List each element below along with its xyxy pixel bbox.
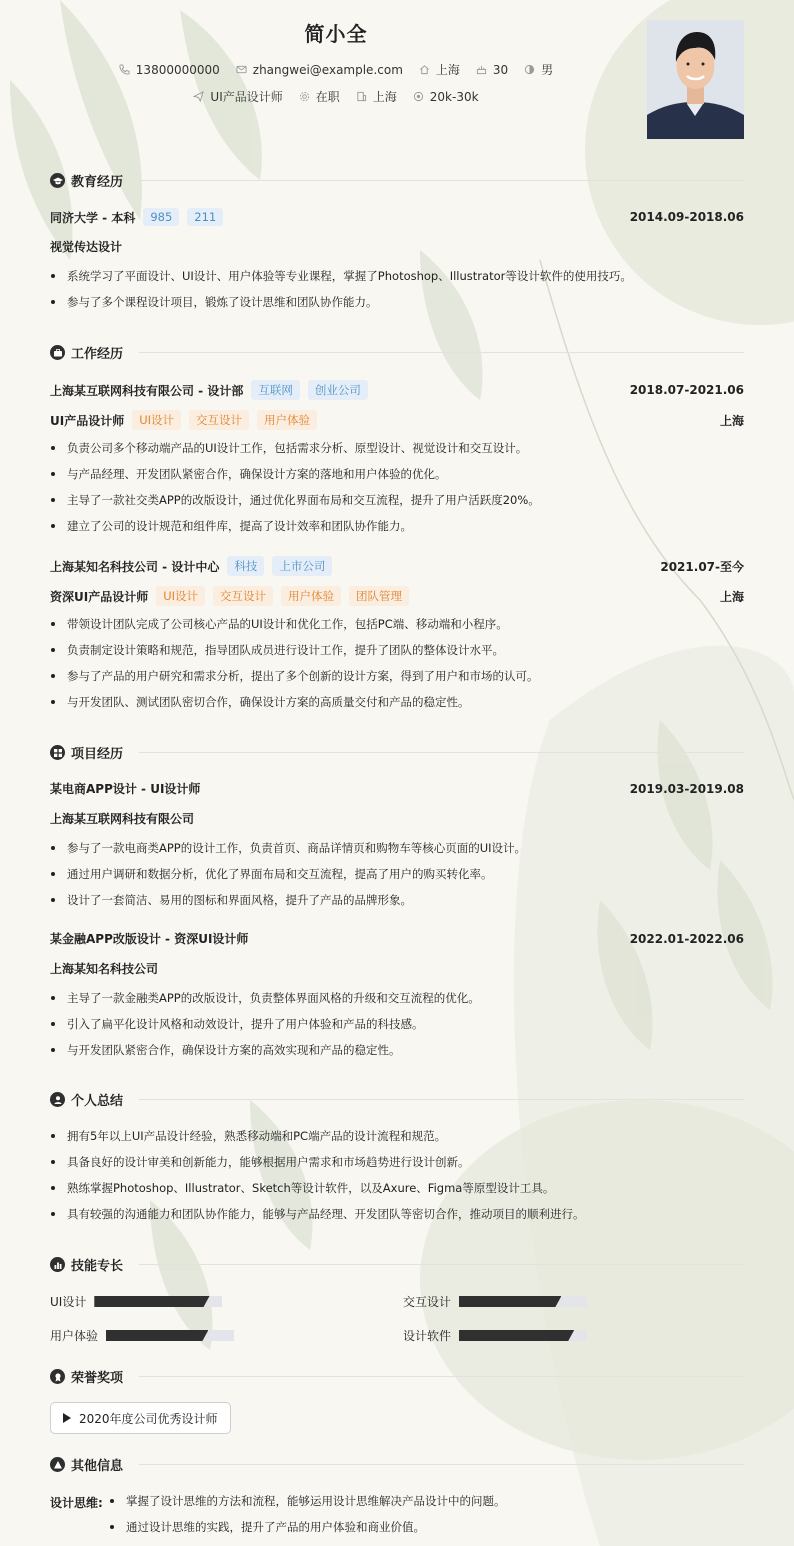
role-tag: UI设计 — [156, 586, 205, 606]
building-icon — [356, 91, 367, 102]
skills-heading: 技能专长 — [71, 1259, 124, 1274]
project-entry-header — [50, 780, 744, 797]
list-item: 主导了一款金融类APP的改版设计，负责整体界面风格的升级和交互流程的优化。 — [50, 990, 744, 1006]
school-name: 同济大学 - 本科 — [50, 210, 136, 225]
list-item: 具有较强的沟通能力和团队协作能力，能够与产品经理、开发团队等密切合作，推动项目的顺利进行。 — [50, 1206, 744, 1222]
home-icon — [419, 64, 430, 75]
projects-heading: 项目经历 — [71, 747, 124, 762]
city-info — [356, 88, 397, 105]
age-text: 30 — [492, 62, 509, 77]
target-role-text: UI产品设计师 — [210, 90, 283, 104]
major-name: 视觉传达设计 — [50, 240, 123, 254]
company-name: 上海某互联网科技有限公司 - 设计部 — [50, 383, 244, 398]
status-info — [299, 88, 340, 105]
gender-info — [524, 61, 553, 78]
project-title: 某电商APP设计 - UI设计师 — [50, 782, 201, 796]
work-entry-header — [50, 380, 744, 400]
list-item: 建立了公司的设计规范和组件库，提高了设计效率和团队协作能力。 — [50, 518, 744, 534]
education-heading: 教育经历 — [71, 175, 124, 190]
skill-bar — [459, 1330, 587, 1341]
location-text: 上海 — [435, 63, 460, 77]
section-divider — [139, 1099, 744, 1100]
skill-item — [403, 1327, 587, 1344]
list-item: 负责制定设计策略和规范，指导团队成员进行设计工作，提升了团队的整体设计水平。 — [50, 642, 744, 658]
work-section-title — [50, 343, 744, 362]
list-item: 具备良好的设计审美和创新能力，能够根据用户需求和市场趋势进行设计创新。 — [50, 1154, 744, 1170]
award-text: 2020年度公司优秀设计师 — [79, 1411, 218, 1426]
list-item: 与开发团队紧密合作，确保设计方案的高效实现和产品的稳定性。 — [50, 1042, 744, 1058]
email-info — [236, 61, 403, 78]
cake-icon — [476, 64, 487, 75]
work-city: 上海 — [719, 413, 744, 428]
salary-info — [413, 88, 479, 105]
job-role: 资深UI产品设计师 — [50, 589, 149, 604]
skill-item — [50, 1293, 222, 1310]
project-company: 上海某互联网科技有限公司 — [50, 812, 195, 826]
list-item: 参与了一款电商类APP的设计工作，负责首页、商品详情页和购物车等核心页面的UI设计。 — [50, 840, 744, 856]
role-tag: 用户体验 — [281, 586, 341, 606]
company-tag: 科技 — [227, 556, 264, 576]
list-item: 通过设计思维的实践，提升了产品的用户体验和商业价值。 — [110, 1519, 425, 1535]
award-badge — [50, 1402, 231, 1434]
major-row — [50, 238, 744, 255]
company-tag: 创业公司 — [308, 380, 368, 400]
phone-info — [119, 61, 220, 78]
gender-text: 男 — [541, 63, 554, 77]
school-tag: 211 — [187, 208, 223, 226]
other-heading: 其他信息 — [71, 1459, 124, 1474]
list-item: 系统学习了平面设计、UI设计、用户体验等专业课程，掌握了Photoshop、Illustrator等设计软件的使用技巧。 — [50, 268, 744, 284]
education-period: 2014.09-2018.06 — [629, 210, 744, 224]
work-city: 上海 — [719, 589, 744, 604]
send-icon — [193, 91, 204, 102]
list-item: 参与了产品的用户研究和需求分析，提出了多个创新的设计方案，得到了用户和市场的认可。 — [50, 668, 744, 684]
graduation-cap-icon — [50, 173, 65, 188]
section-divider — [139, 180, 744, 181]
grid-icon — [50, 745, 65, 760]
contact-row — [0, 61, 672, 78]
section-divider — [139, 1264, 744, 1265]
user-icon — [50, 1092, 65, 1107]
play-icon — [63, 1413, 71, 1423]
section-divider — [139, 352, 744, 353]
skill-bar — [94, 1296, 222, 1307]
role-tag: 用户体验 — [257, 410, 317, 430]
coin-icon — [413, 91, 424, 102]
email-text: zhangwei@example.com — [252, 62, 403, 77]
section-divider — [139, 752, 744, 753]
skill-item — [50, 1327, 234, 1344]
gender-icon — [524, 64, 535, 75]
location-info — [419, 61, 460, 78]
other-section-title — [50, 1455, 744, 1474]
list-item: 主导了一款社交类APP的改版设计，通过优化界面布局和交互流程，提升了用户活跃度20%。 — [50, 492, 744, 508]
list-item: 带领设计团队完成了公司核心产品的UI设计和优化工作，包括PC端、移动端和小程序。 — [50, 616, 744, 632]
skill-item — [403, 1293, 587, 1310]
bar-chart-icon — [50, 1257, 65, 1272]
gear-icon — [299, 91, 310, 102]
phone-text: 13800000000 — [135, 62, 220, 77]
role-tag: 交互设计 — [189, 410, 249, 430]
education-section-title — [50, 171, 744, 190]
awards-section-title — [50, 1367, 744, 1386]
info-icon — [50, 1457, 65, 1472]
role-info — [193, 88, 282, 105]
list-item: 与开发团队、测试团队密切合作，确保设计方案的高质量交付和产品的稳定性。 — [50, 694, 744, 710]
award-icon — [50, 1369, 65, 1384]
project-title: 某金融APP改版设计 - 资深UI设计师 — [50, 932, 249, 946]
list-item: 参与了多个课程设计项目，锻炼了设计思维和团队协作能力。 — [50, 294, 744, 310]
skill-bar — [459, 1296, 587, 1307]
project-period: 2019.03-2019.08 — [629, 781, 744, 796]
list-item: 引入了扁平化设计风格和动效设计，提升了用户体验和产品的科技感。 — [50, 1016, 744, 1032]
intent-row — [0, 88, 672, 105]
role-tag: 团队管理 — [349, 586, 409, 606]
section-divider — [139, 1464, 744, 1465]
section-divider — [139, 1376, 744, 1377]
other-label: 设计思维: — [50, 1496, 103, 1510]
role-tag: UI设计 — [132, 410, 181, 430]
list-item: 掌握了设计思维的方法和流程，能够运用设计思维解决产品设计中的问题。 — [110, 1493, 506, 1509]
work-period: 2021.07-至今 — [660, 559, 744, 574]
work-period: 2018.07-2021.06 — [629, 383, 744, 397]
phone-icon — [119, 64, 130, 75]
project-entry-header — [50, 930, 744, 947]
skill-bar — [106, 1330, 234, 1341]
project-period: 2022.01-2022.06 — [629, 931, 744, 946]
skills-section-title — [50, 1255, 744, 1274]
age-info — [476, 61, 508, 78]
candidate-name: 简小全 — [304, 22, 368, 46]
skill-name: 用户体验 — [50, 1329, 99, 1343]
skill-name: 设计软件 — [403, 1329, 452, 1343]
skill-name: UI设计 — [50, 1295, 87, 1309]
list-item: 与产品经理、开发团队紧密合作，确保设计方案的落地和用户体验的优化。 — [50, 466, 744, 482]
work-entry-header — [50, 556, 744, 576]
avatar — [647, 20, 744, 139]
education-entry — [50, 208, 744, 226]
list-item: 熟练掌握Photoshop、Illustrator、Sketch等设计软件，以及Axure、Figma等原型设计工具。 — [50, 1180, 744, 1196]
summary-section-title — [50, 1090, 744, 1109]
school-tag: 985 — [143, 208, 179, 226]
status-text: 在职 — [315, 90, 340, 104]
mail-icon — [236, 64, 247, 75]
job-role: UI产品设计师 — [50, 413, 125, 428]
awards-heading: 荣誉奖项 — [71, 1371, 124, 1386]
company-tag: 上市公司 — [272, 556, 332, 576]
target-city-text: 上海 — [372, 90, 397, 104]
skill-name: 交互设计 — [403, 1295, 452, 1309]
list-item: 拥有5年以上UI产品设计经验，熟悉移动端和PC端产品的设计流程和规范。 — [50, 1128, 744, 1144]
work-heading: 工作经历 — [71, 347, 124, 362]
company-name: 上海某知名科技公司 - 设计中心 — [50, 559, 220, 574]
role-tag: 交互设计 — [213, 586, 273, 606]
list-item: 通过用户调研和数据分析，优化了界面布局和交互流程，提高了用户的购买转化率。 — [50, 866, 744, 882]
project-company-row — [50, 810, 744, 827]
work-role-row — [50, 410, 744, 430]
project-company-row — [50, 960, 744, 977]
salary-text: 20k-30k — [429, 89, 479, 104]
projects-section-title — [50, 743, 744, 762]
company-tag: 互联网 — [251, 380, 300, 400]
summary-heading: 个人总结 — [71, 1094, 124, 1109]
list-item: 负责公司多个移动端产品的UI设计工作，包括需求分析、原型设计、视觉设计和交互设计。 — [50, 440, 744, 456]
project-company: 上海某知名科技公司 — [50, 962, 159, 976]
list-item: 设计了一套简洁、易用的图标和界面风格，提升了产品的品牌形象。 — [50, 892, 744, 908]
work-role-row — [50, 586, 744, 606]
profile-photo — [647, 20, 744, 139]
briefcase-icon — [50, 345, 65, 360]
